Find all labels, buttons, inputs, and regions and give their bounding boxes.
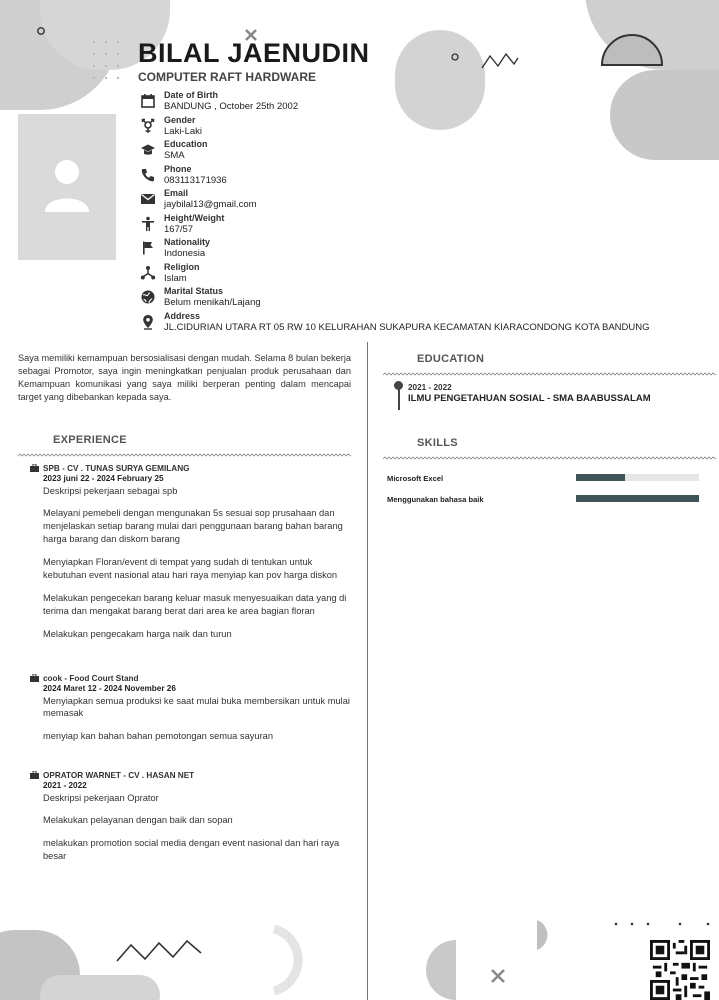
- education-heading: EDUCATION: [417, 353, 485, 365]
- decor-half-circle-bottom: [418, 938, 458, 1000]
- briefcase-icon: [30, 771, 39, 779]
- phone-icon: [140, 167, 156, 183]
- experience-position: [30, 771, 356, 781]
- gender-icon: [140, 118, 156, 134]
- decor-blob-top-mid: [395, 30, 485, 130]
- education-zigzag-divider: [383, 372, 716, 376]
- info-label: Email: [164, 188, 189, 198]
- briefcase-icon: [30, 464, 39, 472]
- qr-code: [650, 940, 710, 1000]
- experience-item: [30, 464, 356, 641]
- candidate-name: BILAL JAENUDIN: [138, 38, 370, 68]
- decor-zigzag-top: [480, 50, 520, 72]
- info-label: Religion: [164, 262, 200, 272]
- decor-ring-top-mid: [450, 52, 460, 62]
- experience-position: [30, 464, 356, 474]
- info-value: Belum menikah/Lajang: [164, 297, 261, 308]
- info-label: Education: [164, 139, 208, 149]
- education-school: ILMU PENGETAHUAN SOSIAL - SMA BAABUSSALAM: [408, 393, 651, 404]
- location-pin-icon: [140, 314, 156, 330]
- religion-icon: [140, 265, 156, 281]
- info-value: Indonesia: [164, 248, 206, 259]
- decor-arc-bottom: [268, 925, 308, 995]
- graduation-cap-icon: [140, 142, 156, 158]
- info-label: Marital Status: [164, 286, 224, 296]
- skill-name: Microsoft Excel: [387, 474, 444, 483]
- skills-heading: SKILLS: [417, 437, 458, 449]
- decor-dots-bottom: [612, 920, 712, 934]
- info-value: SMA: [164, 150, 185, 161]
- job-title: COMPUTER RAFT HARDWARE: [138, 70, 316, 84]
- skill-bar-fill: [576, 495, 699, 502]
- column-divider: [367, 342, 368, 1000]
- decor-quarter-bottom: [535, 918, 557, 952]
- decor-blob-bottom-left-2: [40, 975, 160, 1000]
- skill-bar-fill: [576, 474, 625, 481]
- decor-cross-bottom: [490, 968, 506, 984]
- info-label: Gender: [164, 115, 196, 125]
- experience-dates: 2023 juni 22 - 2024 February 25: [43, 474, 164, 484]
- decor-half-circle-top: [600, 32, 665, 67]
- experience-item: [30, 771, 356, 863]
- experience-dates: 2024 Maret 12 - 2024 November 26: [43, 684, 176, 694]
- experience-position-text: cook - Food Court Stand: [43, 674, 139, 683]
- info-value: jaybilal13@gmail.com: [164, 199, 257, 210]
- decor-zigzag-bottom: [115, 935, 205, 965]
- info-value: JL.CIDURIAN UTARA RT 05 RW 10 KELURAHAN SUKAPURA KECAMATAN KIARACONDONG KOTA BANDUNG: [164, 322, 650, 333]
- info-value: BANDUNG , October 25th 2002: [164, 101, 299, 112]
- experience-position-text: OPRATOR WARNET - CV . HASAN NET: [43, 771, 195, 780]
- experience-position: [30, 674, 356, 684]
- experience-description: Deskripsi pekerjaan Oprator: [43, 792, 159, 803]
- email-icon: [140, 191, 156, 207]
- profile-summary: Saya memiliki kemampuan bersosialisasi dengan mudah. Selama 8 bulan bekerja sebagai Promotor, saya ingin meningkatkan penjualan produk perusahaan dan Kemampuan komunikasi yang saya miliki berperan penting dalam mencapai target yang dibebankan kepada saya.: [18, 353, 351, 402]
- info-label: Height/Weight: [164, 213, 225, 223]
- experience-detail: Melakukan pelayanan dengan baik dan sopan: [43, 815, 233, 826]
- decor-ring-top-left: [36, 26, 46, 36]
- skill-name: Menggunakan bahasa baik: [387, 495, 484, 504]
- info-label: Phone: [164, 164, 192, 174]
- education-timeline-dot: [394, 381, 403, 390]
- experience-detail: Melakukan pengecekan barang keluar masuk menyesuaikan data yang di terima dan mengakat barang berat dari area ke area bagian floran: [43, 593, 347, 617]
- decor-blob-right: [610, 70, 719, 160]
- info-value: Laki-Laki: [164, 126, 203, 137]
- experience-detail: Melayani pemebeli dengan mengunakan 5s sesuai sop prusahaan dan menjelaskan setiap barang mulai dari penggunaan barang bahan barang harga barang dan diskom barang: [43, 508, 343, 545]
- skill-bar-track: [576, 474, 699, 481]
- flag-icon: [140, 240, 156, 256]
- experience-detail: melakukan promotion social media dengan event nasional dan hari raya besar: [43, 838, 340, 862]
- experience-detail: Menyiapkan Floran/event di tempat yang sudah di tentukan untuk kebutuhan event nasional atau hari raya menyiap kan pov harga diskon: [43, 557, 338, 581]
- experience-position-text: SPB - CV . TUNAS SURYA GEMILANG: [43, 464, 190, 473]
- skills-zigzag-divider: [383, 456, 716, 460]
- info-label: Date of Birth: [164, 90, 218, 100]
- info-value: 083113171936: [164, 175, 227, 186]
- briefcase-icon: [30, 674, 39, 682]
- experience-detail: menyiap kan bahan bahan pemotongan semua sayuran: [43, 730, 274, 741]
- experience-detail: Melakukan pengecakam harga naik dan turun: [43, 629, 232, 640]
- decor-dots-top: [92, 40, 128, 82]
- info-value: 167/57: [164, 224, 194, 235]
- skill-bar-track: [576, 495, 699, 502]
- experience-description: Menyiapkan semua produksi ke saat mulai buka membersikan untuk mulai memasak: [43, 695, 350, 719]
- experience-dates: 2021 - 2022: [43, 781, 87, 791]
- experience-zigzag-divider: [18, 453, 351, 457]
- info-value: Islam: [164, 273, 187, 284]
- experience-item: [30, 674, 356, 743]
- experience-description: Deskripsi pekerjaan sebagai spb: [43, 485, 178, 496]
- info-label: Address: [164, 311, 201, 321]
- person-icon: [140, 216, 156, 232]
- calendar-icon: [140, 93, 156, 109]
- profile-photo: [18, 114, 116, 260]
- experience-heading: EXPERIENCE: [53, 434, 127, 446]
- avatar-icon: [18, 114, 116, 260]
- info-label: Nationality: [164, 237, 211, 247]
- education-dates: 2021 - 2022: [408, 383, 452, 392]
- globe-icon: [140, 289, 156, 305]
